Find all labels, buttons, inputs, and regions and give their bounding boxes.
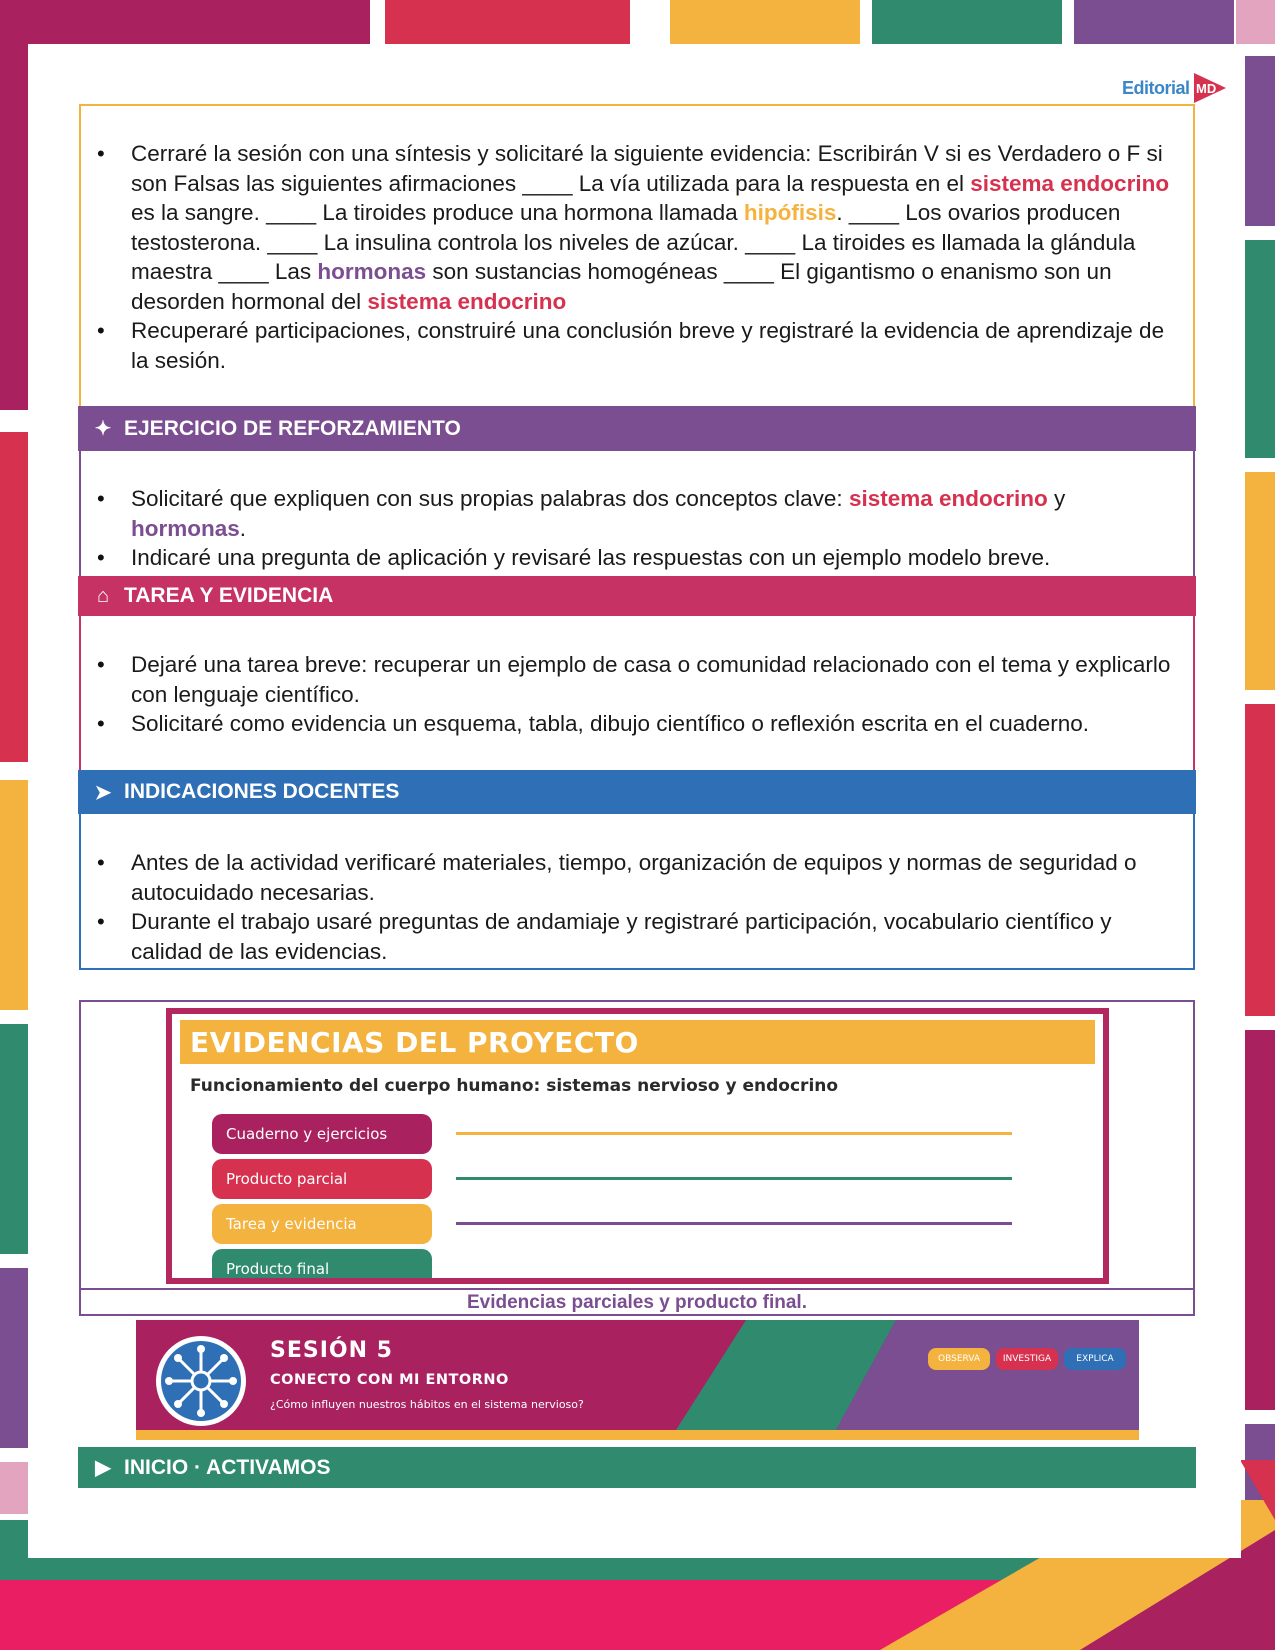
bullet-item	[89, 907, 1181, 966]
evidence-line	[456, 1222, 1012, 1225]
figure-subtitle	[190, 1076, 838, 1096]
frame-right-block	[1245, 472, 1275, 690]
bullet-text: . ____ Los ovarios producen testosterona. ____ La insulina controla los niveles de azúcar. ____ La tiroides es llamada la glándula maestra ____ Las	[131, 200, 1136, 284]
session-bottom-stripe	[136, 1430, 1139, 1440]
cierre-section	[79, 104, 1195, 406]
evidence-row-cuaderno: Cuaderno y ejercicios	[212, 1114, 432, 1154]
pill-observa: OBSERVA	[928, 1348, 990, 1370]
frame-left-block	[0, 1462, 28, 1514]
frame-top-block	[1236, 0, 1275, 44]
frame-left-block	[0, 780, 28, 1010]
session-title: SESIÓN 5	[270, 1338, 393, 1363]
bullet-item	[89, 650, 1181, 709]
frame-top-block	[670, 0, 860, 44]
frame-top-block	[1074, 0, 1234, 44]
bullet-item	[89, 316, 1181, 375]
bullet-text: son sustancias homogéneas ____ El gigantismo o enanismo son un desorden hormonal del	[131, 259, 1112, 314]
highlighted-term: hipófisis	[743, 200, 837, 225]
figure-caption: Evidencias parciales y producto final.	[79, 1288, 1195, 1316]
sparkle-icon: ✦	[94, 418, 112, 440]
highlighted-term: sistema endocrino	[848, 486, 1048, 511]
frame-left-block	[0, 1024, 28, 1254]
inicio-title: INICIO · ACTIVAMOS	[124, 1455, 331, 1479]
evidence-row-producto-parcial: Producto parcial	[212, 1159, 432, 1199]
figure-title-bar	[180, 1020, 1095, 1064]
indicaciones-list	[89, 848, 1181, 966]
home-icon: ⌂	[96, 584, 110, 607]
figure-subtitle-bold: sistemas nervioso y endocrino	[546, 1076, 839, 1096]
pill-explica: EXPLICA	[1064, 1348, 1126, 1370]
play-icon: ▶	[95, 1457, 111, 1479]
frame-right-block	[1245, 56, 1275, 226]
session-question: ¿Cómo influyen nuestros hábitos en el sistema nervioso?	[270, 1398, 584, 1411]
bullet-item	[89, 848, 1181, 907]
indicaciones-section	[79, 814, 1195, 970]
tarea-list	[89, 650, 1181, 739]
figure-subtitle-prefix: Funcionamiento del cuerpo humano:	[190, 1076, 547, 1096]
evidence-line	[456, 1177, 1012, 1180]
highlighted-term: sistema endocrino	[970, 170, 1170, 196]
indicaciones-title: INDICACIONES DOCENTES	[124, 780, 400, 803]
frame-top-block	[385, 0, 630, 44]
cierre-list	[89, 139, 1181, 375]
frame-top-block	[0, 0, 370, 44]
logo-text: Editorial	[1122, 77, 1190, 98]
network-icon	[154, 1334, 248, 1428]
svg-text:MD: MD	[1195, 81, 1216, 96]
highlighted-term: sistema endocrino	[367, 288, 567, 314]
bullet-item	[89, 139, 1181, 316]
inicio-header	[78, 1447, 1196, 1488]
indicaciones-header	[78, 770, 1196, 814]
bullet-item	[89, 543, 1181, 573]
bullet-text: Durante el trabajo usaré preguntas de andamiaje y registraré participación, vocabulario científico y calidad de las evidencias.	[131, 909, 1112, 964]
evidencias-figure	[166, 1008, 1109, 1284]
session-banner	[136, 1320, 1139, 1440]
bullet-text: Solicitaré como evidencia un esquema, tabla, dibujo científico o reflexión escrita en el cuaderno.	[131, 711, 1090, 736]
figure-title: EVIDENCIAS DEL PROYECTO	[190, 1025, 639, 1059]
bullet-text: Dejaré una tarea breve: recuperar un ejemplo de casa o comunidad relacionado con el tema y explicarlo con lenguaje científico.	[131, 652, 1171, 707]
frame-top-block	[872, 0, 1062, 44]
evidence-line	[456, 1132, 1012, 1135]
bullet-text: Antes de la actividad verificaré materiales, tiempo, organización de equipos y normas de seguridad o autocuidado necesarias.	[131, 850, 1137, 905]
frame-right-block	[1245, 704, 1275, 1016]
highlighted-term: hormonas	[131, 515, 240, 541]
bullet-text: Cerraré la sesión con una síntesis y solicitaré la siguiente evidencia: Escribirán V si es Verdadero o F si son Falsas las siguientes afirmaciones ____ La vía utilizada para la respuesta en el	[131, 141, 1163, 196]
tarea-title: TAREA Y EVIDENCIA	[124, 584, 334, 607]
bullet-text: es la sangre. ____ La tiroides produce una hormona llamada	[131, 200, 744, 225]
bullet-text: Recuperaré participaciones, construiré una conclusión breve y registraré la evidencia de aprendizaje de la sesión.	[131, 318, 1165, 373]
frame-right-block	[1245, 240, 1275, 458]
bullet-text: Indicaré una pregunta de aplicación y revisaré las respuestas con un ejemplo modelo breve.	[131, 545, 1051, 570]
evidence-row-producto-final: Producto final	[212, 1249, 432, 1284]
tarea-header	[78, 576, 1196, 616]
frame-left-block	[0, 0, 28, 410]
evidence-row-tarea: Tarea y evidencia	[212, 1204, 432, 1244]
bullet-text: Solicitaré que expliquen con sus propias palabras dos conceptos clave:	[131, 486, 849, 511]
pill-investiga: INVESTIGA	[996, 1348, 1058, 1370]
refuerzo-list	[89, 484, 1181, 573]
frame-right-block	[1245, 1030, 1275, 1410]
frame-left-block	[0, 1268, 28, 1448]
refuerzo-header	[78, 406, 1196, 451]
bullet-text: y	[1047, 486, 1066, 511]
tarea-section	[79, 616, 1195, 770]
highlighted-term: hormonas	[317, 259, 427, 284]
logo-badge-icon	[1192, 71, 1228, 105]
refuerzo-section	[79, 450, 1195, 577]
session-subtitle: CONECTO CON MI ENTORNO	[270, 1372, 509, 1388]
bullet-item	[89, 484, 1181, 543]
editorial-logo	[1122, 70, 1228, 106]
refuerzo-title: EJERCICIO DE REFORZAMIENTO	[124, 416, 461, 440]
frame-left-block	[0, 432, 28, 762]
bullet-item	[89, 709, 1181, 739]
arrow-right-icon: ➤	[94, 781, 112, 804]
bullet-text: .	[239, 515, 247, 541]
